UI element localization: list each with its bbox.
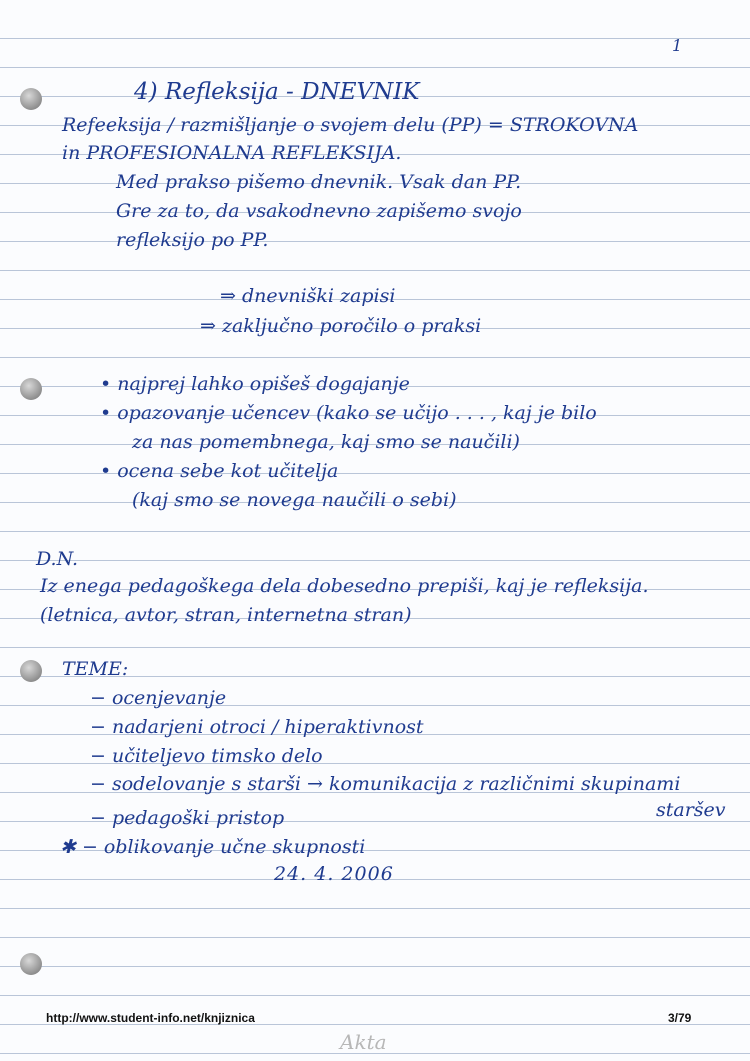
topic-item-starred: ✱ − oblikovanje učne skupnosti — [60, 836, 366, 858]
homework-line: Iz enega pedagoškega dela dobesedno prepiši, kaj je refleksija. — [40, 575, 649, 597]
punch-hole — [20, 88, 42, 110]
heading-refleksija: 4) Refleksija - DNEVNIK — [134, 79, 420, 105]
bullet-item: • ocena sebe kot učitelja — [100, 460, 339, 482]
homework-label: D.N. — [36, 548, 79, 570]
topic-item: − nadarjeni otroci / hiperaktivnost — [90, 716, 424, 738]
punch-hole — [20, 660, 42, 682]
bullet-item-continued: (kaj smo se novega naučili o sebi) — [132, 489, 457, 511]
bullet-item: • opazovanje učencev (kako se učijo . . . , kaj je bilo — [100, 402, 597, 424]
page-number: 3/79 — [668, 1011, 692, 1025]
topic-item: − učiteljevo timsko delo — [90, 745, 323, 767]
note-line: Refeeksija / razmišljanje o svojem delu (PP) = STROKOVNA — [62, 114, 639, 136]
topic-item: − ocenjevanje — [90, 687, 227, 709]
topics-heading: TEME: — [62, 658, 129, 680]
homework-line: (letnica, avtor, stran, internetna stran) — [40, 604, 412, 626]
arrow-item: ⇒ zaključno poročilo o praksi — [200, 315, 482, 337]
topic-item: − sodelovanje s starši → komunikacija z različnimi skupinami — [90, 773, 681, 795]
note-line: refleksijo po PP. — [116, 229, 269, 251]
punch-hole — [20, 378, 42, 400]
punch-hole — [20, 953, 42, 975]
note-line: Med prakso pišemo dnevnik. Vsak dan PP. — [116, 171, 522, 193]
note-line: Gre za to, da vsakodnevno zapišemo svojo — [116, 200, 522, 222]
note-line: in PROFESIONALNA REFLEKSIJA. — [62, 142, 402, 164]
arrow-item: ⇒ dnevniški zapisi — [220, 285, 396, 307]
topic-item-continued: staršev — [656, 799, 726, 821]
publisher-logo: Akta — [340, 1030, 387, 1054]
source-url: http://www.student-info.net/knjiznica — [46, 1011, 255, 1025]
corner-mark: 1 — [672, 36, 683, 55]
topic-item: − pedagoški pristop — [90, 807, 285, 829]
note-date: 24. 4. 2006 — [274, 863, 394, 885]
bullet-item-continued: za nas pomembnega, kaj smo se naučili) — [132, 431, 520, 453]
bullet-item: • najprej lahko opišeš dogajanje — [100, 373, 410, 395]
